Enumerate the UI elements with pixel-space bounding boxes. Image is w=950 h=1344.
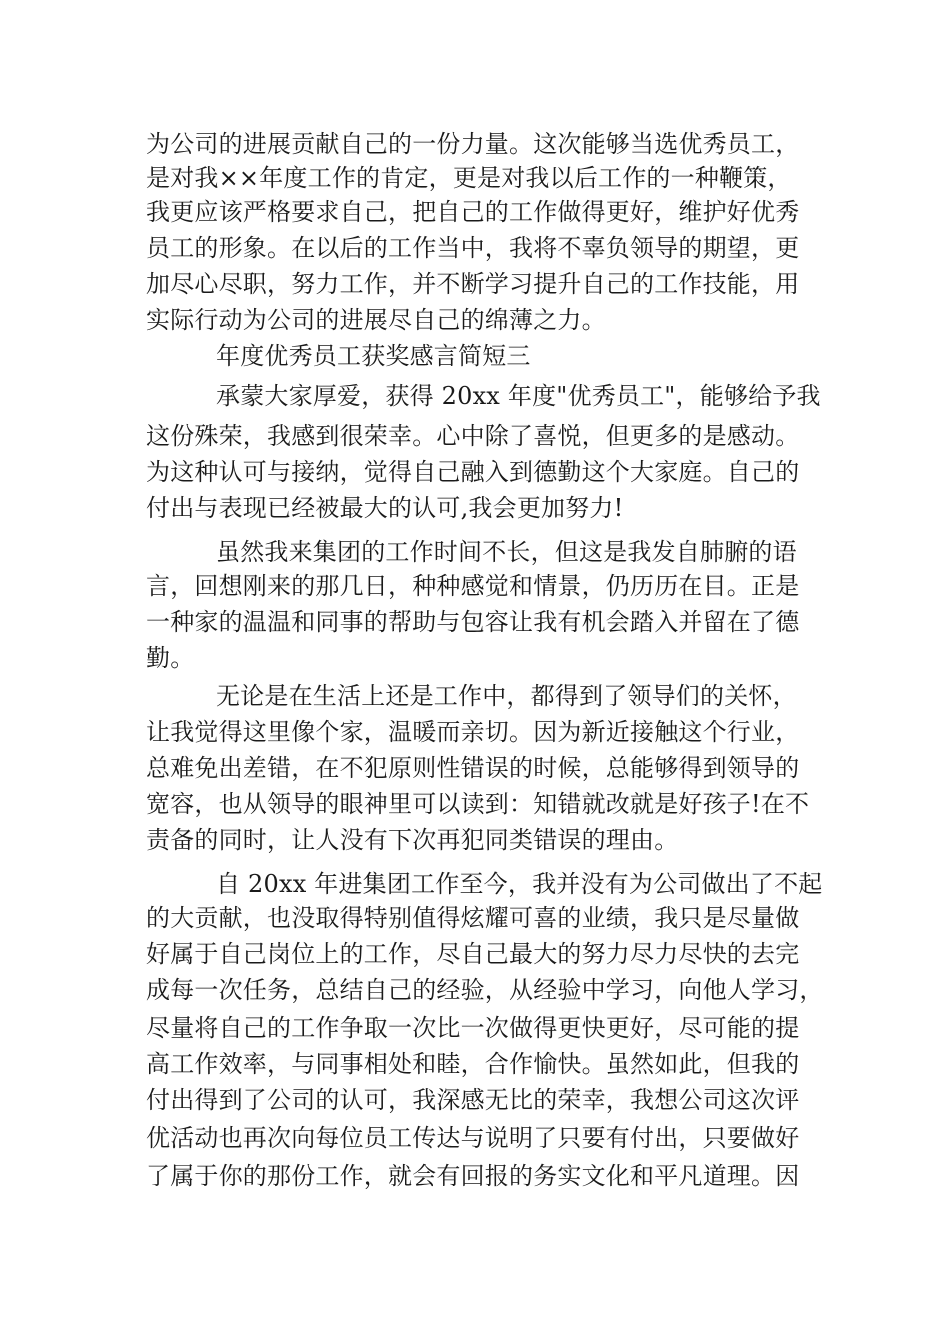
body-text-line: 一种家的温温和同事的帮助与包容让我有机会踏入并留在了德	[146, 608, 800, 636]
body-text-line: 宽容，也从领导的眼神里可以读到：知错就改就是好孩子!在不	[146, 790, 810, 818]
body-text-line: 付出得到了公司的认可，我深感无比的荣幸，我想公司这次评	[146, 1086, 800, 1114]
body-text-line: 责备的同时，让人没有下次再犯同类错误的理由。	[146, 826, 679, 854]
body-text-line: 我更应该严格要求自己，把自己的工作做得更好，维护好优秀	[146, 198, 800, 226]
body-text-line: 总难免出差错，在不犯原则性错误的时候，总能够得到领导的	[146, 754, 800, 782]
body-text-line: 言，回想刚来的那几日，种种感觉和情景，仍历历在目。正是	[146, 572, 800, 600]
body-text-line: 自 20xx 年进集团工作至今，我并没有为公司做出了不起	[216, 870, 823, 898]
body-text-line: 虽然我来集团的工作时间不长，但这是我发自肺腑的语	[216, 538, 797, 566]
body-text-line: 了属于你的那份工作，就会有回报的务实文化和平凡道理。因	[146, 1162, 800, 1190]
body-text-line: 加尽心尽职，努力工作，并不断学习提升自己的工作技能，用	[146, 270, 800, 298]
body-text-line: 为公司的进展贡献自己的一份力量。这次能够当选优秀员工，	[146, 130, 800, 158]
body-text-line: 好属于自己岗位上的工作，尽自己最大的努力尽力尽快的去完	[146, 940, 800, 968]
body-text-line: 尽量将自己的工作争取一次比一次做得更快更好，尽可能的提	[146, 1014, 800, 1042]
body-text-line: 高工作效率，与同事相处和睦，合作愉快。虽然如此，但我的	[146, 1050, 800, 1078]
body-text-line: 成每一次任务，总结自己的经验，从经验中学习，向他人学习，	[146, 976, 824, 1004]
body-text-line: 勤。	[146, 644, 195, 672]
body-text-line: 实际行动为公司的进展尽自己的绵薄之力。	[146, 306, 606, 334]
body-text-line: 付出与表现已经被最大的认可,我会更加努力!	[146, 494, 624, 522]
body-text-line: 承蒙大家厚爱，获得 20xx 年度"优秀员工"，能够给予我	[216, 382, 821, 410]
body-text-line: 员工的形象。在以后的工作当中，我将不辜负领导的期望，更	[146, 234, 800, 262]
body-text-line: 是对我××年度工作的肯定，更是对我以后工作的一种鞭策，	[146, 164, 792, 192]
body-text-line: 的大贡献，也没取得特别值得炫耀可喜的业绩，我只是尽量做	[146, 904, 800, 932]
body-text-line: 优活动也再次向每位员工传达与说明了只要有付出，只要做好	[146, 1124, 800, 1152]
section-heading: 年度优秀员工获奖感言简短三	[216, 342, 531, 370]
body-text-line: 这份殊荣，我感到很荣幸。心中除了喜悦，但更多的是感动。	[146, 422, 800, 450]
body-text-line: 让我觉得这里像个家，温暖而亲切。因为新近接触这个行业，	[146, 718, 800, 746]
body-text-line: 为这种认可与接纳，觉得自己融入到德勤这个大家庭。自己的	[146, 458, 800, 486]
body-text-line: 无论是在生活上还是工作中，都得到了领导们的关怀，	[216, 682, 797, 710]
